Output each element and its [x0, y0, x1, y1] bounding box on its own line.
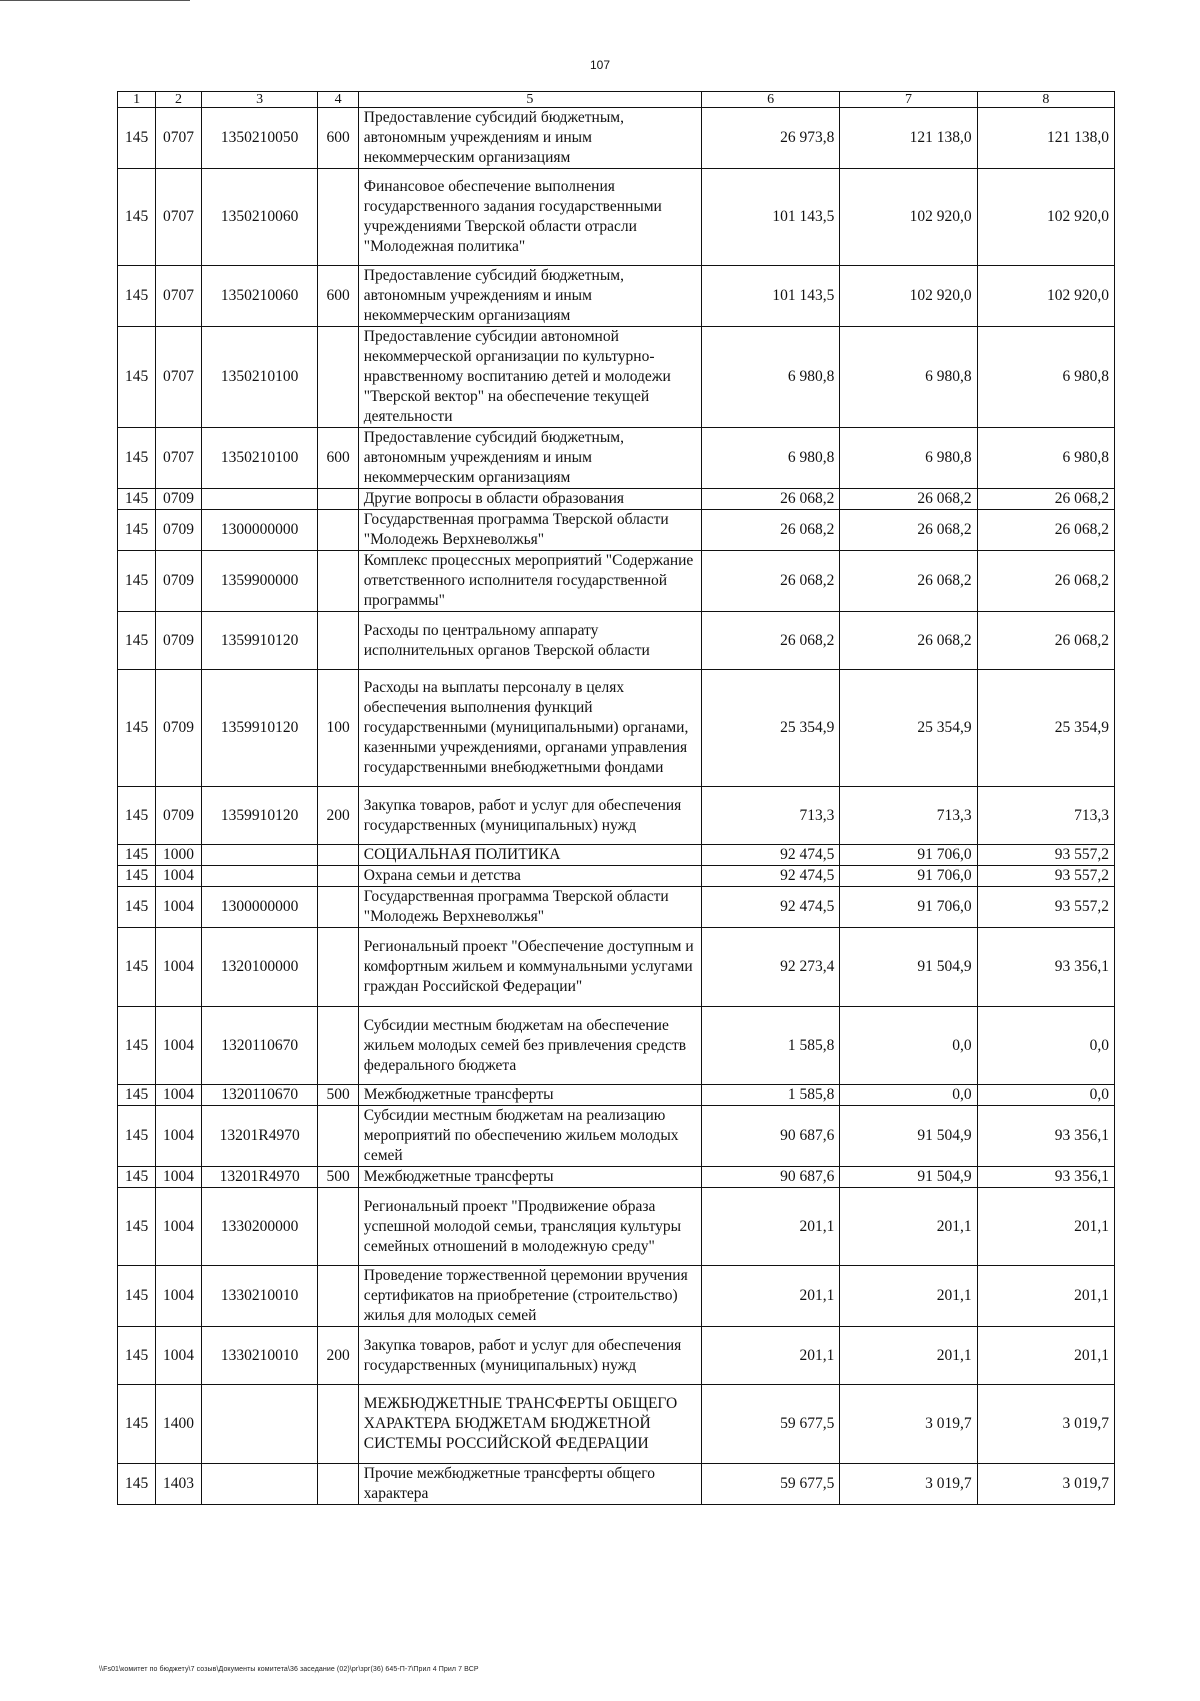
ved-code-cell: 145 [118, 1106, 156, 1167]
page-number: 107 [589, 58, 611, 72]
ved-code-cell: 145 [118, 489, 156, 510]
amount-year2-cell: 91 706,0 [840, 887, 977, 928]
expense-type-cell [318, 510, 358, 551]
amount-year3-cell: 201,1 [977, 1266, 1114, 1327]
section-code-cell: 0709 [156, 612, 202, 670]
item-name-cell: Расходы по центральному аппарату исполнительных органов Тверской области [358, 612, 701, 670]
expense-type-cell [318, 1385, 358, 1464]
target-article-cell: 1350210060 [201, 266, 318, 327]
amount-year3-cell: 0,0 [977, 1085, 1114, 1106]
target-article-cell: 1330200000 [201, 1188, 318, 1266]
ved-code-cell: 145 [118, 266, 156, 327]
amount-year2-cell: 0,0 [840, 1007, 977, 1085]
target-article-cell: 1350210100 [201, 327, 318, 428]
amount-year3-cell: 201,1 [977, 1188, 1114, 1266]
amount-year2-cell: 6 980,8 [840, 327, 977, 428]
amount-year1-cell: 201,1 [701, 1327, 839, 1385]
target-article-cell: 1359910120 [201, 787, 318, 845]
amount-year2-cell: 6 980,8 [840, 428, 977, 489]
section-code-cell: 0709 [156, 787, 202, 845]
item-name-cell: Региональный проект "Обеспечение доступным и комфортным жильем и коммунальными услугами граждан Российской Федерации" [358, 928, 701, 1007]
expense-type-cell [318, 1266, 358, 1327]
ved-code-cell: 145 [118, 551, 156, 612]
section-code-cell: 0707 [156, 108, 202, 169]
ved-code-cell: 145 [118, 1385, 156, 1464]
amount-year2-cell: 91 706,0 [840, 845, 977, 866]
ved-code-cell: 145 [118, 428, 156, 489]
amount-year2-cell: 0,0 [840, 1085, 977, 1106]
item-name-cell: Межбюджетные трансферты [358, 1085, 701, 1106]
table-row [118, 1385, 1115, 1464]
table-row [118, 1266, 1115, 1327]
item-name-cell: Предоставление субсидии автономной некоммерческой организации по культурно-нравственному воспитанию детей и молодежи "Тверской вектор" на обеспечение текущей деятельности [358, 327, 701, 428]
amount-year1-cell: 6 980,8 [701, 327, 839, 428]
ved-code-cell: 145 [118, 510, 156, 551]
amount-year2-cell: 26 068,2 [840, 551, 977, 612]
item-name-cell: Предоставление субсидий бюджетным, автономным учреждениям и иным некоммерческим организациям [358, 266, 701, 327]
section-code-cell: 1004 [156, 1327, 202, 1385]
col-header: 1 [118, 92, 156, 108]
item-name-cell: Закупка товаров, работ и услуг для обеспечения государственных (муниципальных) нужд [358, 787, 701, 845]
amount-year2-cell: 91 504,9 [840, 928, 977, 1007]
amount-year1-cell: 201,1 [701, 1266, 839, 1327]
amount-year3-cell: 93 557,2 [977, 866, 1114, 887]
amount-year2-cell: 201,1 [840, 1266, 977, 1327]
amount-year1-cell: 90 687,6 [701, 1106, 839, 1167]
table-row [118, 1085, 1115, 1106]
target-article-cell: 1359900000 [201, 551, 318, 612]
item-name-cell: Закупка товаров, работ и услуг для обеспечения государственных (муниципальных) нужд [358, 1327, 701, 1385]
target-article-cell [201, 1385, 318, 1464]
target-article-cell: 1330210010 [201, 1266, 318, 1327]
amount-year1-cell: 59 677,5 [701, 1385, 839, 1464]
table-row [118, 787, 1115, 845]
item-name-cell: Охрана семьи и детства [358, 866, 701, 887]
ved-code-cell: 145 [118, 1007, 156, 1085]
target-article-cell: 13201R4970 [201, 1167, 318, 1188]
section-code-cell: 1403 [156, 1464, 202, 1505]
expense-type-cell: 600 [318, 266, 358, 327]
amount-year3-cell: 201,1 [977, 1327, 1114, 1385]
section-code-cell: 0707 [156, 266, 202, 327]
table-row [118, 108, 1115, 169]
col-header: 2 [156, 92, 202, 108]
amount-year2-cell: 102 920,0 [840, 266, 977, 327]
amount-year1-cell: 26 973,8 [701, 108, 839, 169]
amount-year1-cell: 26 068,2 [701, 551, 839, 612]
item-name-cell: Региональный проект "Продвижение образа успешной молодой семьи, трансляция культуры семейных отношений в молодежную среду" [358, 1188, 701, 1266]
table-row [118, 428, 1115, 489]
amount-year3-cell: 3 019,7 [977, 1385, 1114, 1464]
file-path-footer: \\Fs01\комитет по бюджету\7 созыв\Документы комитета\36 заседание (02)\рг\зрг(36) 645-П-7\Прил 4 Прил 7 ВСР [99, 1666, 479, 1673]
ved-code-cell: 145 [118, 887, 156, 928]
item-name-cell: СОЦИАЛЬНАЯ ПОЛИТИКА [358, 845, 701, 866]
amount-year1-cell: 90 687,6 [701, 1167, 839, 1188]
amount-year1-cell: 26 068,2 [701, 510, 839, 551]
section-code-cell: 1004 [156, 1007, 202, 1085]
table-row [118, 612, 1115, 670]
item-name-cell: Межбюджетные трансферты [358, 1167, 701, 1188]
top-rule [0, 0, 190, 1]
section-code-cell: 1400 [156, 1385, 202, 1464]
ved-code-cell: 145 [118, 612, 156, 670]
section-code-cell: 1000 [156, 845, 202, 866]
expense-type-cell [318, 612, 358, 670]
table-row [118, 1464, 1115, 1505]
amount-year1-cell: 101 143,5 [701, 169, 839, 266]
ved-code-cell: 145 [118, 1464, 156, 1505]
amount-year1-cell: 1 585,8 [701, 1007, 839, 1085]
amount-year3-cell: 102 920,0 [977, 266, 1114, 327]
expense-type-cell [318, 1188, 358, 1266]
table-row [118, 1007, 1115, 1085]
ved-code-cell: 145 [118, 108, 156, 169]
section-code-cell: 1004 [156, 928, 202, 1007]
col-header: 7 [840, 92, 977, 108]
table-row [118, 489, 1115, 510]
amount-year2-cell: 201,1 [840, 1188, 977, 1266]
amount-year1-cell: 6 980,8 [701, 428, 839, 489]
item-name-cell: Расходы на выплаты персоналу в целях обеспечения выполнения функций государственными (муниципальными) органами, казенными учреждениями, органами управления государственными внебюджетными фондами [358, 670, 701, 787]
table-row [118, 510, 1115, 551]
item-name-cell: Субсидии местным бюджетам на обеспечение жильем молодых семей без привлечения средств федерального бюджета [358, 1007, 701, 1085]
table-row [118, 327, 1115, 428]
table-row [118, 928, 1115, 1007]
ved-code-cell: 145 [118, 1266, 156, 1327]
table-row [118, 169, 1115, 266]
expense-type-cell [318, 845, 358, 866]
amount-year2-cell: 91 504,9 [840, 1167, 977, 1188]
item-name-cell: Комплекс процессных мероприятий "Содержание ответственного исполнителя государственной программы" [358, 551, 701, 612]
expense-type-cell: 600 [318, 108, 358, 169]
amount-year3-cell: 25 354,9 [977, 670, 1114, 787]
expense-type-cell: 200 [318, 787, 358, 845]
amount-year1-cell: 101 143,5 [701, 266, 839, 327]
expense-type-cell [318, 169, 358, 266]
table-row [118, 1188, 1115, 1266]
target-article-cell: 1359910120 [201, 670, 318, 787]
amount-year3-cell: 26 068,2 [977, 510, 1114, 551]
target-article-cell: 1320110670 [201, 1007, 318, 1085]
ved-code-cell: 145 [118, 1188, 156, 1266]
item-name-cell: Предоставление субсидий бюджетным, автономным учреждениям и иным некоммерческим организациям [358, 428, 701, 489]
amount-year1-cell: 92 474,5 [701, 887, 839, 928]
amount-year2-cell: 25 354,9 [840, 670, 977, 787]
amount-year2-cell: 3 019,7 [840, 1385, 977, 1464]
amount-year3-cell: 3 019,7 [977, 1464, 1114, 1505]
table-row [118, 1167, 1115, 1188]
target-article-cell [201, 489, 318, 510]
amount-year3-cell: 26 068,2 [977, 489, 1114, 510]
amount-year2-cell: 26 068,2 [840, 510, 977, 551]
amount-year3-cell: 93 557,2 [977, 887, 1114, 928]
amount-year3-cell: 93 557,2 [977, 845, 1114, 866]
target-article-cell [201, 845, 318, 866]
expense-type-cell [318, 928, 358, 1007]
section-code-cell: 1004 [156, 866, 202, 887]
col-header: 4 [318, 92, 358, 108]
section-code-cell: 0709 [156, 510, 202, 551]
col-header: 5 [358, 92, 701, 108]
target-article-cell: 1359910120 [201, 612, 318, 670]
section-code-cell: 0709 [156, 551, 202, 612]
amount-year1-cell: 26 068,2 [701, 489, 839, 510]
amount-year3-cell: 121 138,0 [977, 108, 1114, 169]
amount-year1-cell: 713,3 [701, 787, 839, 845]
section-code-cell: 1004 [156, 1167, 202, 1188]
table-row [118, 887, 1115, 928]
amount-year3-cell: 713,3 [977, 787, 1114, 845]
amount-year3-cell: 6 980,8 [977, 428, 1114, 489]
amount-year2-cell: 102 920,0 [840, 169, 977, 266]
ved-code-cell: 145 [118, 928, 156, 1007]
item-name-cell: Проведение торжественной церемонии вручения сертификатов на приобретение (строительство) жилья для молодых семей [358, 1266, 701, 1327]
amount-year2-cell: 26 068,2 [840, 612, 977, 670]
expense-type-cell [318, 866, 358, 887]
amount-year1-cell: 25 354,9 [701, 670, 839, 787]
amount-year2-cell: 91 504,9 [840, 1106, 977, 1167]
expense-type-cell [318, 489, 358, 510]
expense-type-cell [318, 1106, 358, 1167]
ved-code-cell: 145 [118, 1327, 156, 1385]
section-code-cell: 1004 [156, 887, 202, 928]
table-row [118, 1106, 1115, 1167]
amount-year3-cell: 102 920,0 [977, 169, 1114, 266]
budget-table [117, 91, 1115, 1505]
amount-year3-cell: 26 068,2 [977, 612, 1114, 670]
col-header: 3 [201, 92, 318, 108]
expense-type-cell [318, 1007, 358, 1085]
ved-code-cell: 145 [118, 1167, 156, 1188]
amount-year2-cell: 713,3 [840, 787, 977, 845]
expense-type-cell: 500 [318, 1167, 358, 1188]
amount-year3-cell: 93 356,1 [977, 1106, 1114, 1167]
ved-code-cell: 145 [118, 1085, 156, 1106]
item-name-cell: Финансовое обеспечение выполнения государственного задания государственными учреждениями Тверской области отрасли "Молодежная политика" [358, 169, 701, 266]
target-article-cell: 1350210060 [201, 169, 318, 266]
expense-type-cell: 100 [318, 670, 358, 787]
expense-type-cell [318, 551, 358, 612]
expense-type-cell: 200 [318, 1327, 358, 1385]
table-row [118, 551, 1115, 612]
section-code-cell: 0707 [156, 169, 202, 266]
item-name-cell: Прочие межбюджетные трансферты общего характера [358, 1464, 701, 1505]
expense-type-cell [318, 1464, 358, 1505]
expense-type-cell [318, 887, 358, 928]
expense-type-cell: 600 [318, 428, 358, 489]
amount-year2-cell: 91 706,0 [840, 866, 977, 887]
target-article-cell: 1350210100 [201, 428, 318, 489]
table-row [118, 845, 1115, 866]
expense-type-cell [318, 327, 358, 428]
item-name-cell: Другие вопросы в области образования [358, 489, 701, 510]
amount-year3-cell: 0,0 [977, 1007, 1114, 1085]
section-code-cell: 1004 [156, 1085, 202, 1106]
amount-year1-cell: 26 068,2 [701, 612, 839, 670]
column-number-row [118, 92, 1115, 108]
target-article-cell: 1320100000 [201, 928, 318, 1007]
section-code-cell: 0709 [156, 670, 202, 787]
amount-year1-cell: 92 474,5 [701, 866, 839, 887]
ved-code-cell: 145 [118, 845, 156, 866]
amount-year3-cell: 93 356,1 [977, 928, 1114, 1007]
item-name-cell: МЕЖБЮДЖЕТНЫЕ ТРАНСФЕРТЫ ОБЩЕГО ХАРАКТЕРА БЮДЖЕТАМ БЮДЖЕТНОЙ СИСТЕМЫ РОССИЙСКОЙ ФЕДЕРАЦИИ [358, 1385, 701, 1464]
item-name-cell: Предоставление субсидий бюджетным, автономным учреждениям и иным некоммерческим организациям [358, 108, 701, 169]
target-article-cell [201, 1464, 318, 1505]
section-code-cell: 0707 [156, 327, 202, 428]
section-code-cell: 1004 [156, 1266, 202, 1327]
amount-year2-cell: 26 068,2 [840, 489, 977, 510]
ved-code-cell: 145 [118, 169, 156, 266]
target-article-cell: 13201R4970 [201, 1106, 318, 1167]
amount-year2-cell: 201,1 [840, 1327, 977, 1385]
amount-year1-cell: 59 677,5 [701, 1464, 839, 1505]
target-article-cell: 1320110670 [201, 1085, 318, 1106]
item-name-cell: Государственная программа Тверской области "Молодежь Верхневолжья" [358, 510, 701, 551]
amount-year1-cell: 92 474,5 [701, 845, 839, 866]
item-name-cell: Государственная программа Тверской области "Молодежь Верхневолжья" [358, 887, 701, 928]
col-header: 8 [977, 92, 1114, 108]
section-code-cell: 1004 [156, 1106, 202, 1167]
ved-code-cell: 145 [118, 787, 156, 845]
target-article-cell: 1300000000 [201, 510, 318, 551]
table-row [118, 670, 1115, 787]
ved-code-cell: 145 [118, 866, 156, 887]
amount-year2-cell: 3 019,7 [840, 1464, 977, 1505]
amount-year1-cell: 92 273,4 [701, 928, 839, 1007]
table-row [118, 1327, 1115, 1385]
item-name-cell: Субсидии местным бюджетам на реализацию мероприятий по обеспечению жильем молодых семей [358, 1106, 701, 1167]
target-article-cell: 1350210050 [201, 108, 318, 169]
amount-year1-cell: 201,1 [701, 1188, 839, 1266]
target-article-cell: 1330210010 [201, 1327, 318, 1385]
table-row [118, 866, 1115, 887]
amount-year3-cell: 26 068,2 [977, 551, 1114, 612]
table-row [118, 266, 1115, 327]
section-code-cell: 0707 [156, 428, 202, 489]
amount-year2-cell: 121 138,0 [840, 108, 977, 169]
section-code-cell: 0709 [156, 489, 202, 510]
amount-year3-cell: 6 980,8 [977, 327, 1114, 428]
ved-code-cell: 145 [118, 327, 156, 428]
amount-year3-cell: 93 356,1 [977, 1167, 1114, 1188]
section-code-cell: 1004 [156, 1188, 202, 1266]
col-header: 6 [701, 92, 839, 108]
amount-year1-cell: 1 585,8 [701, 1085, 839, 1106]
table-body [118, 108, 1115, 1505]
expense-type-cell: 500 [318, 1085, 358, 1106]
ved-code-cell: 145 [118, 670, 156, 787]
target-article-cell: 1300000000 [201, 887, 318, 928]
target-article-cell [201, 866, 318, 887]
